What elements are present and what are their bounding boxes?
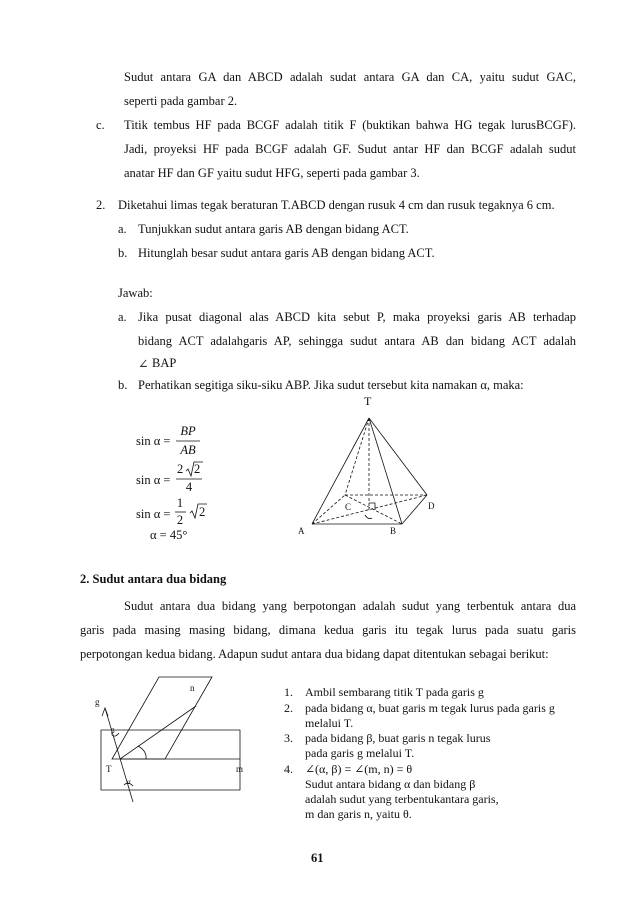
pyramid-label-b: B bbox=[390, 526, 397, 536]
planes-label-t: T bbox=[106, 764, 112, 774]
section-2-para-line-2: garis pada masing masing bidang, dimana kedua garis itu tegak lurus pada suatu garis bbox=[80, 623, 576, 637]
answer-title: Jawab: bbox=[118, 286, 153, 300]
problem-2b-marker: b. bbox=[118, 246, 128, 260]
planes-label-g: g bbox=[95, 697, 100, 707]
item-c-line-1: Titik tembus HF pada BCGF adalah titik F (buktikan bahwa HG tegak lurusBCGF). bbox=[124, 118, 576, 132]
answer-a-line-2: bidang ACT adalahgaris AP, sehingga sudut antara AB dan bidang ACT adalah bbox=[138, 334, 576, 348]
angle-arc bbox=[365, 515, 372, 519]
problem-2b-text: Hitunglah besar sudut antara garis AB dengan bidang ACT. bbox=[138, 246, 435, 260]
step-3-line-2: pada garis g melalui T. bbox=[305, 746, 415, 760]
angle-symbol: ∠ bbox=[138, 357, 149, 371]
eq2-num-coef: 2 bbox=[177, 462, 184, 476]
problem-2a-marker: a. bbox=[118, 222, 127, 236]
top-line-1: Sudut antara GA dan ABCD adalah sudat antara GA dan CA, yaitu sudut GAC, bbox=[124, 70, 576, 84]
eq2-denominator: 4 bbox=[185, 480, 193, 494]
step-2-line-1: pada bidang α, buat garis m tegak lurus pada garis g bbox=[305, 701, 555, 715]
angle-theta-arc bbox=[138, 746, 146, 759]
plane-alpha bbox=[101, 730, 240, 790]
step-4-line-2: Sudut antara bidang α dan bidang β bbox=[305, 777, 476, 791]
eq1-numerator: BP bbox=[180, 424, 196, 438]
section-2-heading: 2. Sudut antara dua bidang bbox=[80, 572, 227, 586]
pyramid-figure bbox=[312, 418, 427, 524]
problem-2a-text: Tunjukkan sudut antara garis AB dengan bidang ACT. bbox=[138, 222, 409, 236]
step-3-line-1: pada bidang β, buat garis n tegak lurus bbox=[305, 731, 491, 745]
answer-a-marker: a. bbox=[118, 310, 127, 324]
step-4-line-1: ∠(α, β) = ∠(m, n) = θ bbox=[305, 762, 413, 776]
step-4-line-4: m dan garis n, yaitu θ. bbox=[305, 807, 412, 821]
eq3-denominator: 2 bbox=[176, 513, 184, 527]
eq2-lhs: sin α = bbox=[136, 473, 171, 487]
problem-2-text: Diketahui limas tegak beraturan T.ABCD dengan rusuk 4 cm dan rusuk tegaknya 6 cm. bbox=[118, 198, 555, 212]
step-1-text: Ambil sembarang titik T pada garis g bbox=[305, 685, 484, 699]
answer-b-text: Perhatikan segitiga siku-siku ABP. Jika sudut tersebut kita namakan α, maka: bbox=[138, 378, 524, 392]
step-4-line-3: adalah sudut yang terbentukantara garis, bbox=[305, 792, 499, 806]
eq3-radical-sign bbox=[190, 504, 207, 518]
eq3-lhs: sin α = bbox=[136, 507, 171, 521]
answer-b-marker: b. bbox=[118, 378, 128, 392]
eq3-numerator: 1 bbox=[176, 496, 184, 510]
step-2-marker: 2. bbox=[284, 701, 293, 715]
problem-2-marker: 2. bbox=[96, 198, 106, 212]
planes-label-n: n bbox=[190, 683, 195, 693]
item-c-line-3: anatar HF dan GF yaitu sudut HFG, seperti pada gambar 3. bbox=[124, 166, 420, 180]
edge-tb bbox=[369, 418, 402, 524]
section-2-para-line-3: perpotongan kedua bidang. Adapun sudut antara dua bidang dapat ditentukan sebagai berikut: bbox=[80, 647, 549, 661]
step-4-marker: 4. bbox=[284, 762, 293, 776]
top-line-2: seperti pada gambar 2. bbox=[124, 94, 238, 108]
pyramid-label-a: A bbox=[298, 526, 305, 536]
line-g bbox=[105, 708, 133, 802]
eq1-lhs: sin α = bbox=[136, 434, 171, 448]
step-2-line-2: melalui T. bbox=[305, 716, 354, 730]
pyramid-label-d: D bbox=[428, 501, 435, 511]
diagonal-cb bbox=[345, 495, 402, 524]
eq1-denominator: AB bbox=[180, 443, 196, 457]
edge-bd bbox=[402, 495, 427, 524]
edge-td bbox=[369, 418, 427, 495]
page-number: 61 bbox=[311, 851, 324, 865]
diagonal-ad bbox=[312, 495, 427, 524]
item-c-marker: c. bbox=[96, 118, 105, 132]
edge-ta bbox=[312, 418, 369, 524]
planes-figure bbox=[101, 677, 240, 802]
planes-label-m: m bbox=[236, 764, 244, 774]
eq2-radical-sign bbox=[186, 462, 203, 476]
pyramid-label-c: C bbox=[345, 502, 352, 512]
eq3-radicand: 2 bbox=[199, 505, 206, 519]
planes-label-alpha: α bbox=[127, 778, 131, 786]
item-c-line-2: Jadi, proyeksi HF pada BCGF adalah GF. Sudut antar HF dan BCGF adalah sudut bbox=[124, 142, 576, 156]
eq2-num-rad: 2 bbox=[194, 462, 201, 476]
answer-a-line-1: Jika pusat diagonal alas ABCD kita sebut P, maka proyeksi garis AB terhadap bbox=[138, 310, 576, 324]
pyramid-label-t: T bbox=[364, 394, 372, 408]
section-2-para-line-1: Sudut antara dua bidang yang berpotongan adalah sudut yang terbentuk antara dua bbox=[124, 599, 576, 613]
eq4: α = 45° bbox=[150, 528, 188, 542]
plane-beta bbox=[112, 677, 212, 759]
equation-marks bbox=[175, 441, 207, 518]
step-1-marker: 1. bbox=[284, 685, 293, 699]
line-n bbox=[120, 706, 196, 759]
step-3-marker: 3. bbox=[284, 731, 293, 745]
planes-label-beta: β bbox=[111, 727, 115, 735]
answer-a-line-3: BAP bbox=[152, 356, 177, 370]
